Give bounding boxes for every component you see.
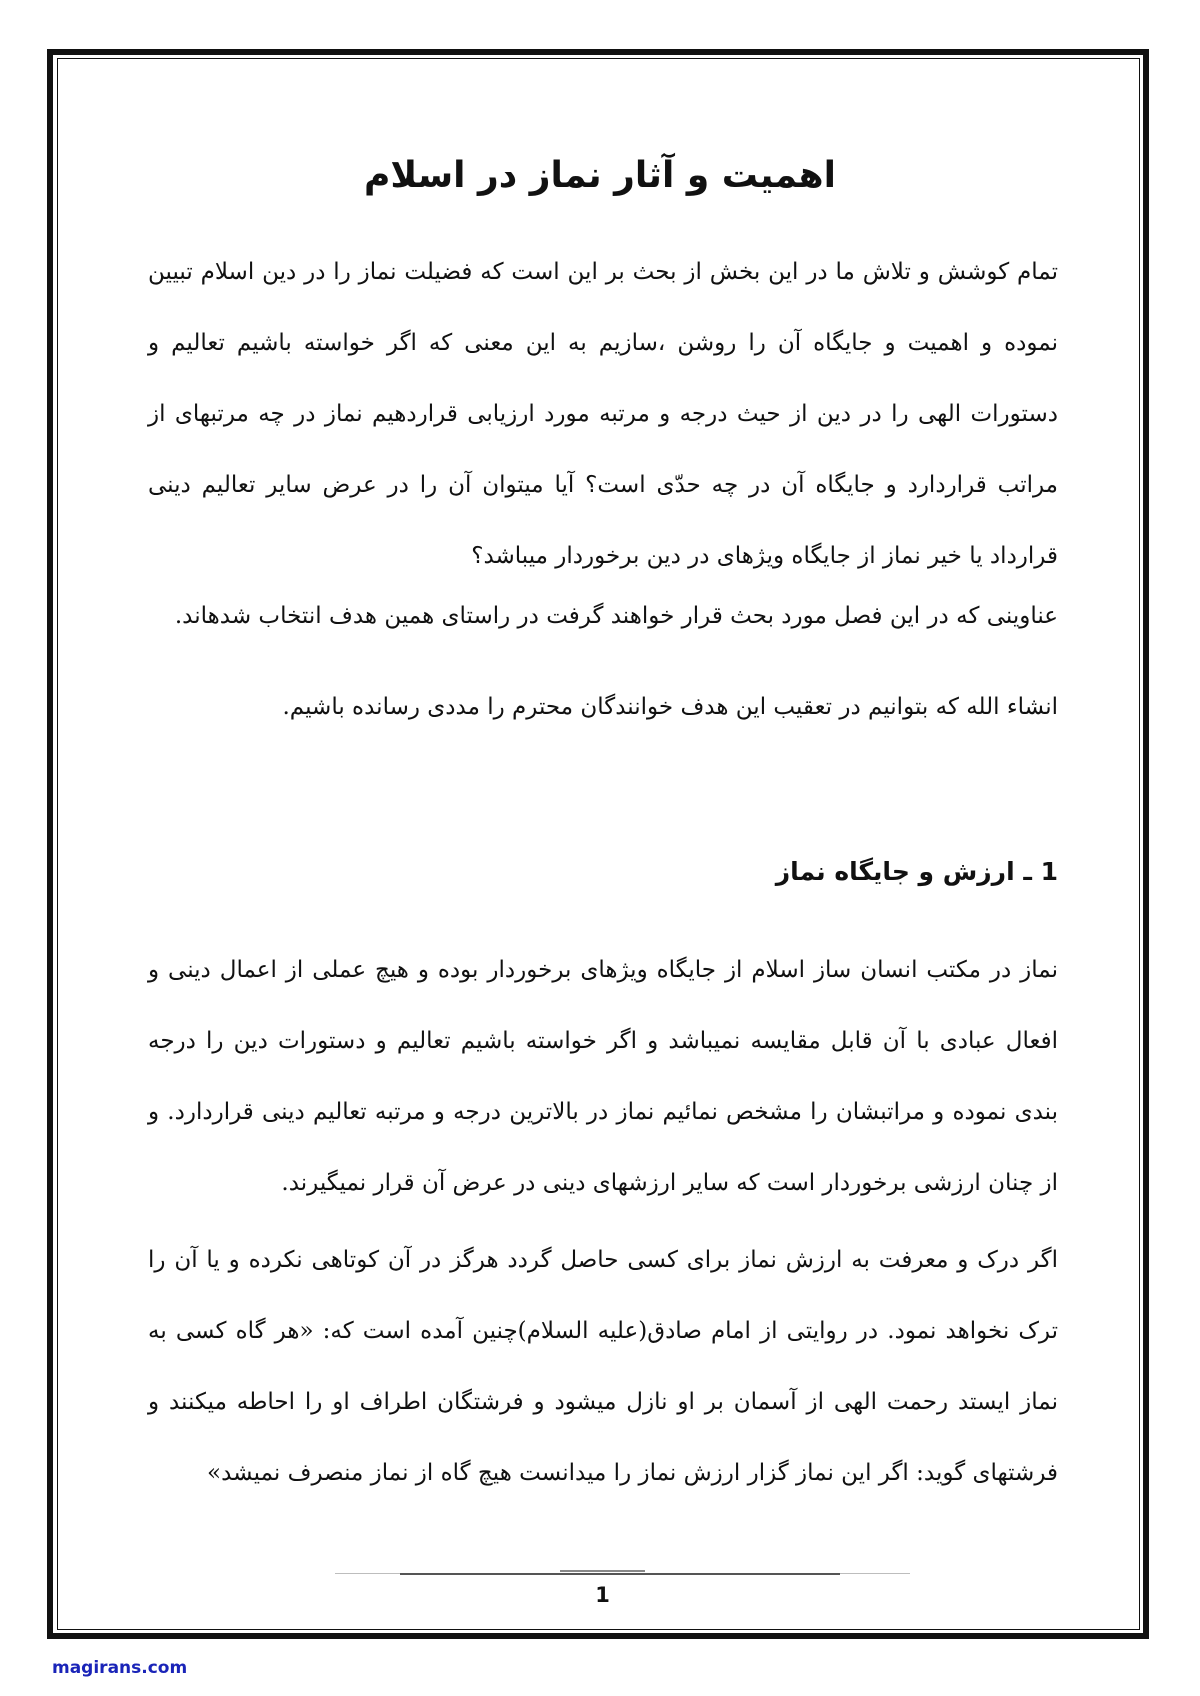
footer-divider-center (560, 1570, 645, 1572)
section-heading: 1 ـ ارزش و جایگاه نماز (775, 857, 1058, 886)
page-title: اهمیت و آثار نماز در اسلام (364, 155, 836, 196)
section-paragraph-value: نماز در مکتب انسان ساز اسلام از جایگاه ویژهای برخوردار بوده و هیچ عملی از اعمال دینی و افعال عبادی با آن قابل مقایسه نمیباشد و اگر خواسته باشیم تعالیم و دستورات دین را درجه بندی نموده و مراتبشان را مشخص نمائیم نماز در بالاترین درجه و مرتبه تعالیم دینی قراردارد. و از چنان ارزشی برخوردار است که سایر ارزشهای دینی در عرض آن قرار نمیگیرند. (148, 957, 1058, 1196)
topics-paragraph: عناوینی که در این فصل مورد بحث قرار خواهند گرفت در راستای همین هدف انتخاب شدهاند. (174, 603, 1058, 629)
footer-divider-dark (400, 1573, 840, 1575)
page-number: 1 (595, 1583, 610, 1607)
closing-paragraph: انشاء الله که بتوانیم در تعقیب این هدف خوانندگان محترم را مددی رسانده باشیم. (282, 694, 1058, 720)
section-paragraph-hadith: اگر درک و معرفت به ارزش نماز برای کسی حاصل گردد هرگز در آن کوتاهی نکرده و یا آن را ترک نخواهد نمود. در روایتی از امام صادق(علیه السلام)چنین آمده است که: «هر گاه کسی به نماز ایستد رحمت الهی از آسمان بر او نازل میشود و فرشتگان اطراف او را احاطه میکنند و فرشتهای گوید: اگر این نماز گزار ارزش نماز را میدانست هیچ گاه از نماز منصرف نمیشد» (148, 1247, 1058, 1486)
source-watermark: magirans.com (52, 1658, 188, 1678)
intro-paragraph: تمام کوشش و تلاش ما در این بخش از بحث بر این است که فضیلت نماز را در دین اسلام تبیین نموده و اهمیت و جایگاه آن را روشن ،سازیم به این معنی که اگر خواسته باشیم تعالیم و دستورات الهی را در دین از حیث درجه و مرتبه مورد ارزیابی قراردهیم نماز در چه مرتبهای از مراتب قراردارد و جایگاه آن در چه حدّی است؟ آیا میتوان آن را در عرض سایر تعالیم دینی قرارداد یا خیر نماز از جایگاه ویژهای در دین برخوردار میباشد؟ (148, 259, 1058, 569)
